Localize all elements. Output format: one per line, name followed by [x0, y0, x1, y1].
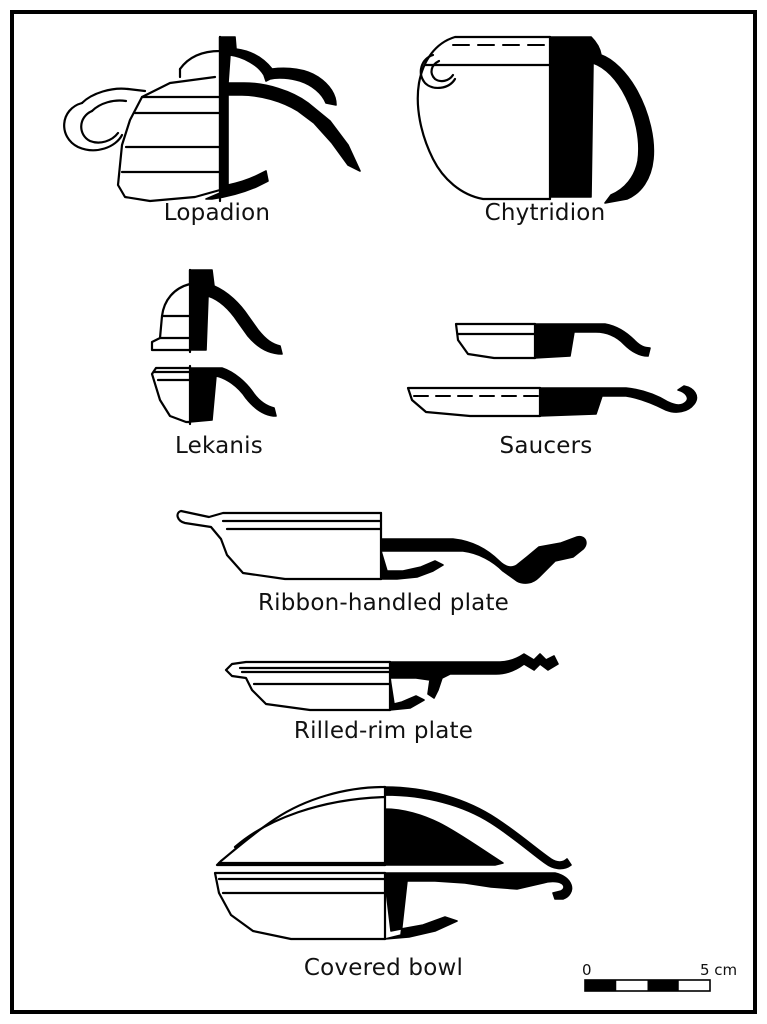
caption-lekanis: Lekanis [175, 433, 263, 459]
caption-chytridion: Chytridion [484, 200, 606, 226]
scale-min-label: 0 [582, 961, 592, 979]
drawing-lekanis [130, 258, 320, 438]
caption-rilled-rim-plate: Rilled-rim plate [293, 718, 474, 744]
drawing-covered-bowl [195, 775, 585, 955]
drawing-saucers [390, 310, 700, 430]
caption-ribbon-handled-plate: Ribbon-handled plate [257, 590, 510, 616]
scale-max-label: 5 cm [700, 961, 738, 979]
drawing-ribbon-handled-plate [165, 495, 605, 595]
scale-bar [585, 980, 715, 996]
caption-lopadion: Lopadion [163, 200, 271, 226]
drawing-chytridion [395, 25, 705, 205]
caption-saucers: Saucers [499, 433, 593, 459]
caption-covered-bowl: Covered bowl [303, 955, 464, 981]
drawing-lopadion [30, 25, 370, 205]
